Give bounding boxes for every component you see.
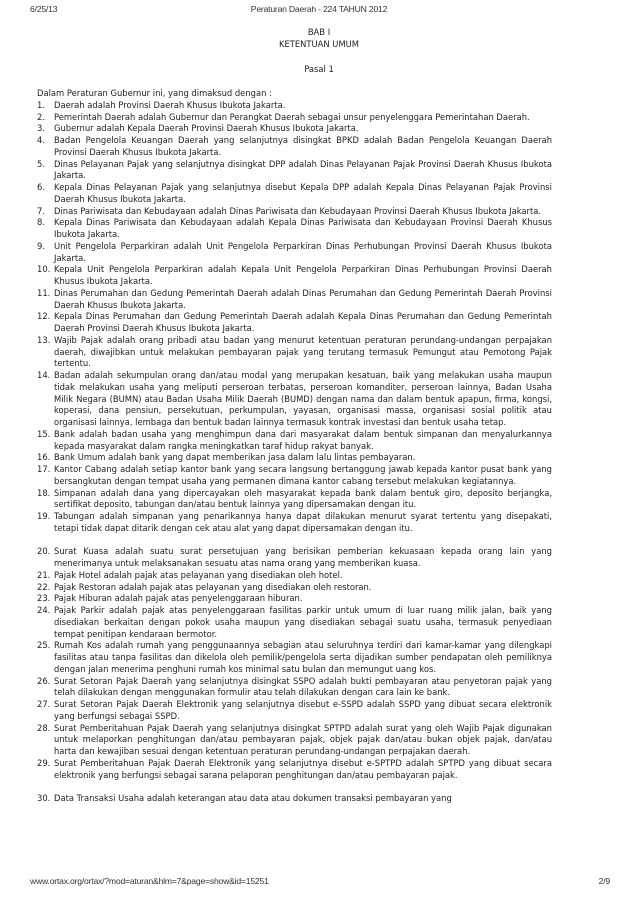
list-item	[37, 206, 552, 218]
item-number: 26.	[37, 675, 51, 686]
list-item	[37, 452, 552, 464]
item-text: Dinas Perumahan dan Gedung Pemerintah Daerah adalah Dinas Perumahan dan Gedung Pemerintah Daerah Provinsi Daerah Khusus Ibukota Jakarta.	[54, 287, 552, 310]
item-number: 23.	[37, 593, 51, 604]
item-number: 7.	[37, 205, 45, 216]
item-text: Pemerintah Daerah adalah Gubernur dan Perangkat Daerah sebagai unsur penyelenggara Pemerintahan Daerah.	[54, 111, 530, 122]
list-item	[37, 112, 552, 124]
list-item	[37, 241, 552, 265]
item-text: Badan Pengelola Keuangan Daerah yang selanjutnya disingkat BPKD adalah Badan Pengelola Keuangan Daerah Provinsi Daerah Khusus Ibukota Jakarta.	[54, 135, 552, 157]
item-number: 22.	[37, 581, 51, 592]
item-text: Kantor Cabang adalah setiap kantor bank yang secara langsung bertanggung jawab kepada kantor pusat bank yang bersangkutan dengan tempat usaha yang permanen dimana kantor cabang tersebut melakukan kegiatannya.	[54, 464, 552, 486]
print-date: 6/25/13	[30, 4, 58, 14]
pasal-title: Pasal 1	[304, 64, 334, 74]
item-number: 18.	[37, 487, 51, 498]
page-url: www.ortax.org/ortax/?mod=aturan&hlm=7&page=show&id=15251	[30, 876, 269, 886]
item-text: Rumah Kos adalah rumah yang penggunaannya sebagian atau seluruhnya terdiri dari kamar-kamar yang dilengkapi fasilitas atau tanpa fasilitas dan dikelola oleh pemilik/pengelola serta dijadikan sumber pendapatan oleh pemiliknya dengan jalan menerima penghuni rumah kos minimal satu bulan dan memungut uang kos.	[54, 640, 552, 674]
item-number: 25.	[37, 640, 51, 651]
list-item	[37, 159, 552, 183]
item-text: Daerah adalah Provinsi Daerah Khusus Ibukota Jakarta.	[54, 99, 286, 110]
bab-title: KETENTUAN UMUM	[278, 39, 360, 49]
list-item	[37, 370, 552, 429]
item-text: Simpanan adalah dana yang dipercayakan oleh masyarakat kepada bank dalam bentuk giro, deposito berjangka, sertifikat deposito, tabungan dan/atau bentuk lainnya yang dipersamakan dengan itu.	[54, 487, 552, 510]
item-text: Pajak Hiburan adalah pajak atas penyelenggaraan hiburan.	[54, 593, 303, 604]
item-number: 2.	[37, 111, 45, 122]
item-number: 17.	[37, 464, 51, 474]
item-text: Unit Pengelola Perparkiran adalah Unit Pengelola Perparkiran Dinas Perhubungan Provinsi Daerah Khusus Ibukota Jakarta.	[54, 240, 552, 263]
list-spacer	[37, 535, 552, 547]
list-item	[37, 605, 552, 640]
item-number: 27.	[37, 699, 51, 709]
item-number: 11.	[37, 287, 51, 298]
print-title: Peraturan Daerah - 224 TAHUN 2012	[250, 4, 388, 14]
item-number: 28.	[37, 722, 51, 733]
item-number: 13.	[37, 334, 51, 345]
item-number: 1.	[37, 99, 45, 110]
item-number: 24.	[37, 605, 51, 615]
list-item	[37, 264, 552, 288]
item-number: 5.	[37, 158, 45, 169]
item-number: 6.	[37, 182, 45, 192]
list-item	[37, 570, 552, 582]
item-text: Badan adalah sekumpulan orang dan/atau modal yang merupakan kesatuan, baik yang melakukan usaha maupun tidak melakukan usaha yang meliputi perseroan terbatas, perseroan komanditer, perseroan lainnya, Badan Usaha Milik Negara (BUMN) atau Badan Usaha Milik Daerah (BUMD) dengan nama dan dalam bentuk apapun, firma, kongsi, koperasi, dana pensiun, persekutuan, perkumpulan, yayasan, organisasi massa, organisasi sosial politik atau organisasi lainnya, lembaga dan bentuk badan lainnya termasuk kontrak investasi dan bentuk usaha tetap.	[54, 370, 552, 427]
item-text: Kepala Dinas Pelayanan Pajak yang selanjutnya disebut Kepala DPP adalah Kepala Dinas Pelayanan Pajak Provinsi Daerah Khusus Ibukota Jakarta.	[54, 182, 552, 204]
item-number: 14.	[37, 370, 51, 380]
list-item	[37, 311, 552, 335]
item-number: 16.	[37, 452, 51, 463]
page-number: 2/9	[598, 876, 610, 886]
item-text: Bank Umum adalah bank yang dapat memberikan jasa dalam lalu lintas pembayaran.	[54, 452, 416, 463]
list-item	[37, 288, 552, 312]
item-number: 29.	[37, 757, 51, 768]
item-number: 9.	[37, 240, 45, 251]
item-text: Dinas Pelayanan Pajak yang selanjutnya disingkat DPP adalah Dinas Pelayanan Pajak Provinsi Daerah Khusus Ibukota Jakarta.	[54, 158, 552, 181]
item-number: 10.	[37, 264, 51, 275]
item-number: 3.	[37, 123, 45, 134]
item-text: Surat Pemberitahuan Pajak Daerah Elektronik yang selanjutnya disebut e-SPTPD adalah SPTPD yang dibuat secara elektronik yang berfungsi sebagai sarana pelaporan penghitungan dan/atau pembayaran pajak.	[54, 757, 552, 780]
item-text: Pajak Parkir adalah pajak atas penyelenggaraan fasilitas parkir untuk umum di luar ruang milik jalan, baik yang disediakan berkaitan dengan pokok usaha maupun yang disediakan sebagai suatu usaha, termasuk penyediaan tempat penitipan kendaraan bermotor.	[54, 605, 552, 639]
definition-list	[37, 100, 552, 805]
list-item	[37, 511, 552, 535]
list-item	[37, 464, 552, 488]
list-item	[37, 488, 552, 512]
item-number: 21.	[37, 569, 51, 580]
item-number: 12.	[37, 311, 51, 322]
item-text: Pajak Restoran adalah pajak atas pelayanan yang disediakan oleh restoran.	[54, 581, 372, 592]
list-item	[37, 123, 552, 135]
item-text: Kepala Dinas Perumahan dan Gedung Pemerintah Daerah adalah Kepala Dinas Perumahan dan Gedung Pemerintah Daerah Provinsi Daerah Khusus Ibukota Jakarta.	[54, 311, 552, 333]
item-text: Surat Setoran Pajak Daerah Elektronik yang selanjutnya disebut e-SSPD adalah SSPD yang dibuat secara elektronik yang berfungsi sebagai SSPD.	[54, 699, 552, 721]
item-text: Pajak Hotel adalah pajak atas pelayanan yang disediakan oleh hotel.	[54, 569, 343, 580]
list-item	[37, 676, 552, 700]
list-item	[37, 723, 552, 758]
item-number: 19.	[37, 511, 51, 521]
list-item	[37, 593, 552, 605]
list-item	[37, 429, 552, 453]
list-item	[37, 335, 552, 370]
item-number: 4.	[37, 135, 45, 145]
item-text: Surat Setoran Pajak Daerah yang selanjutnya disingkat SSPO adalah bukti pembayaran atau penyetoran pajak yang telah dilakukan dengan menggunakan formulir atau telah dilakukan dengan cara lain ke bank.	[54, 675, 552, 698]
item-text: Surat Pemberitahuan Pajak Daerah yang selanjutnya disingkat SPTPD adalah surat yang oleh Wajib Pajak digunakan untuk melaporkan penghitungan dan/atau pembayaran pajak, objek pajak dan/atau bukan objek pajak, dan/atau harta dan kewajiban sesuai dengan ketentuan peraturan perundang-undangan perpajakan daerah.	[54, 722, 552, 756]
bab-number: BAB I	[307, 27, 331, 37]
item-text: Data Transaksi Usaha adalah keterangan atau data atau dokumen transaksi pembayaran yang	[54, 793, 452, 803]
item-text: Dinas Pariwisata dan Kebudayaan adalah Dinas Pariwisata dan Kebudayaan Provinsi Daerah Khusus Ibukota Jakarta.	[54, 205, 542, 216]
list-item	[37, 640, 552, 675]
item-text: Wajib Pajak adalah orang pribadi atau badan yang menurut ketentuan peraturan perundang-undangan perpajakan daerah, diwajibkan untuk melakukan pembayaran pajak yang terutang termasuk Pemungut atau Pemotong Pajak tertentu.	[54, 334, 552, 369]
list-item	[37, 793, 552, 805]
list-spacer	[37, 781, 552, 793]
list-item	[37, 546, 552, 570]
item-number: 8.	[37, 217, 45, 228]
item-text: Surat Kuasa adalah suatu surat persetujuan yang berisikan pemberian kekuasaan kepada orang lain yang menerimanya untuk melaksanakan sesuatu atas nama orang yang memberikan kuasa.	[54, 546, 552, 568]
item-text: Tabungan adalah simpanan yang penarikannya hanya dapat dilakukan menurut syarat tertentu yang disepakati, tetapi tidak dapat ditarik dengan cek atau alat yang dapat dipersamakan dengan itu.	[54, 511, 552, 533]
item-text: Kepala Dinas Pariwisata dan Kebudayaan adalah Kepala Dinas Pariwisata dan Kebudayaan Provinsi Daerah Khusus Ibukota Jakarta.	[54, 217, 552, 239]
item-text: Gubernur adalah Kepala Daerah Provinsi Daerah Khusus Ibukota Jakarta.	[54, 123, 359, 134]
list-item	[37, 217, 552, 241]
list-item	[37, 182, 552, 206]
list-item	[37, 699, 552, 723]
list-item	[37, 135, 552, 159]
item-text: Bank adalah badan usaha yang menghimpun dana dari masyarakat dalam bentuk simpanan dan menyalurkannya kepada masyarakat dalam rangka meningkatkan taraf hidup rakyat banyak.	[54, 428, 552, 451]
item-number: 30.	[37, 793, 51, 803]
item-number: 15.	[37, 428, 51, 439]
list-item	[37, 758, 552, 782]
list-item	[37, 100, 552, 112]
document-body	[37, 88, 552, 805]
item-number: 20.	[37, 546, 51, 557]
item-text: Kepala Unit Pengelola Perparkiran adalah Kepala Unit Pengelola Perparkiran Dinas Perhubungan Provinsi Daerah Khusus Ibukota Jakarta.	[54, 264, 552, 286]
intro-text: Dalam Peraturan Gubernur ini, yang dimaksud dengan :	[37, 88, 272, 98]
list-item	[37, 582, 552, 594]
